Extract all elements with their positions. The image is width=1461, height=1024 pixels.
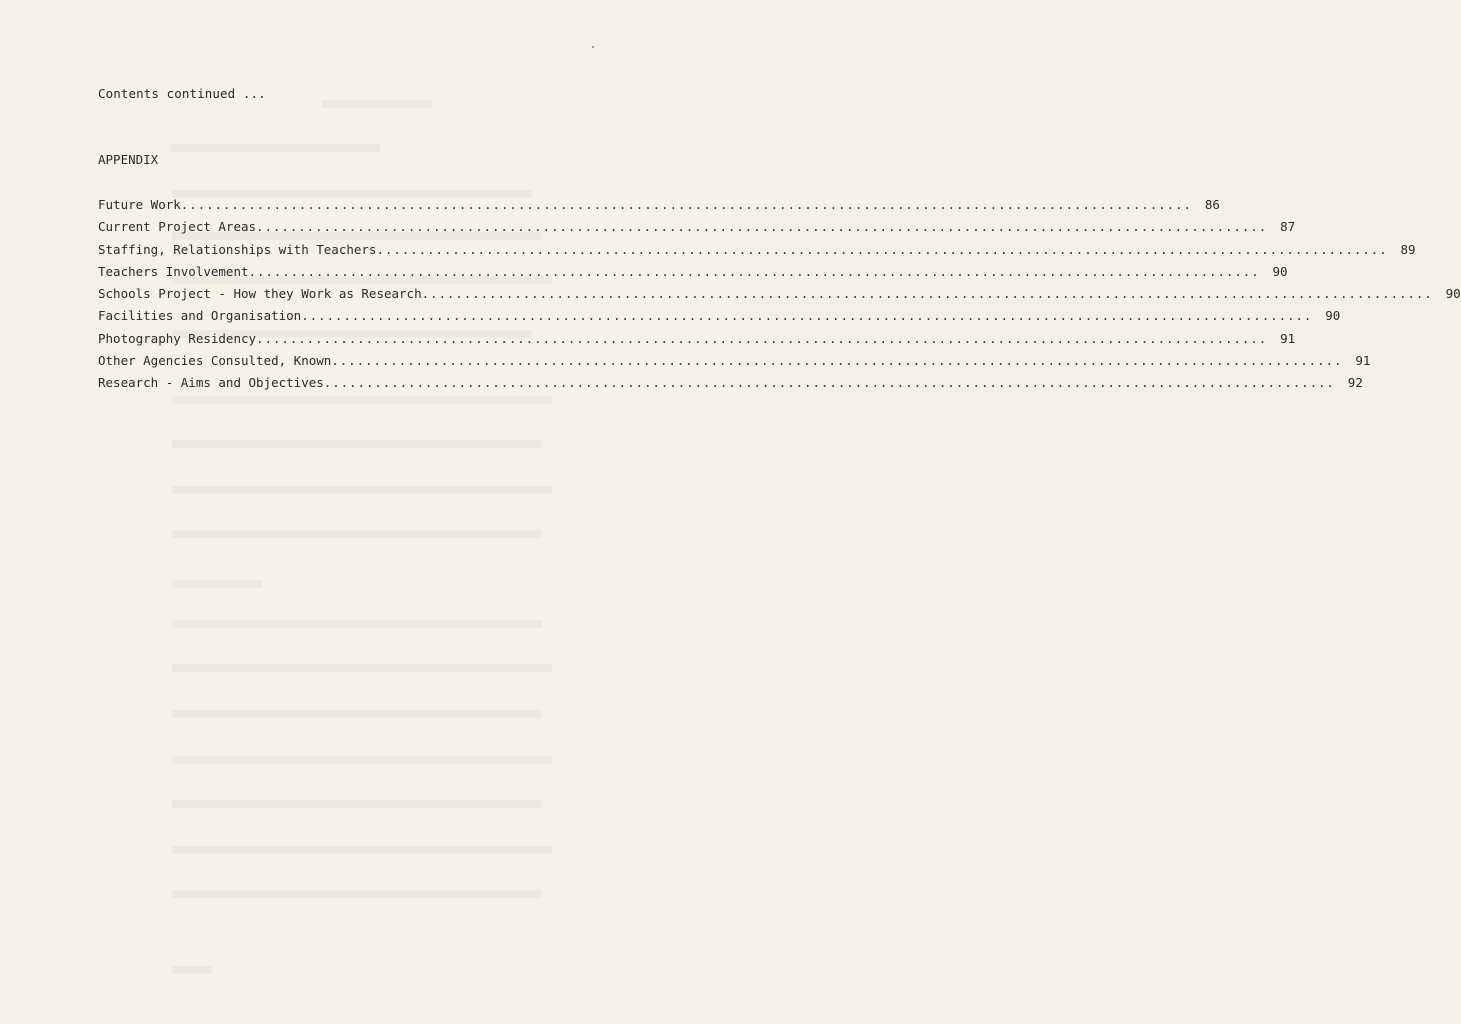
toc-entry bbox=[98, 375, 1363, 397]
dot-leader: ........................................................................................................................ bbox=[248, 263, 1260, 279]
toc-entry-page: 90 bbox=[1445, 286, 1461, 302]
toc-entry bbox=[98, 241, 1416, 264]
toc-entry bbox=[98, 197, 1220, 219]
toc-entry-page: 86 bbox=[1204, 197, 1220, 212]
dot-leader: ........................................................................................................................ bbox=[301, 308, 1313, 324]
toc-entry-page: 91 bbox=[1280, 330, 1296, 346]
appendix-heading: APPENDIX bbox=[98, 152, 159, 167]
toc-entry-title: Staffing, Relationships with Teachers bbox=[98, 241, 377, 257]
toc-entry-title: Research - Aims and Objectives bbox=[98, 375, 324, 391]
toc-entry bbox=[98, 286, 1461, 308]
toc-entry-title: Schools Project - How they Work as Research bbox=[98, 286, 422, 302]
table-of-contents bbox=[98, 197, 1461, 398]
toc-entry-page: 90 bbox=[1325, 308, 1341, 324]
toc-entry-title: Other Agencies Consulted, Known bbox=[98, 353, 332, 369]
dot-leader: ........................................................................................................................ bbox=[323, 375, 1335, 391]
toc-entry bbox=[98, 330, 1296, 353]
dot-leader: ........................................................................................................................ bbox=[256, 330, 1268, 346]
toc-entry-title: Future Work bbox=[98, 197, 181, 212]
toc-entry-page: 92 bbox=[1347, 375, 1363, 391]
dot-leader: ........................................................................................................................ bbox=[376, 241, 1388, 257]
dot-leader: ........................................................................................................................ bbox=[331, 353, 1343, 369]
toc-entry bbox=[98, 219, 1296, 241]
toc-entry-title: Current Project Areas bbox=[98, 219, 257, 235]
dot-leader: ........................................................................................................................ bbox=[256, 219, 1268, 235]
paper-speck bbox=[592, 46, 594, 48]
toc-entry-title: Facilities and Organisation bbox=[98, 308, 302, 324]
toc-entry-title: Teachers Involvement bbox=[98, 263, 249, 279]
dot-leader: ........................................................................................................................ bbox=[421, 286, 1433, 302]
toc-entry bbox=[98, 263, 1288, 286]
toc-entry-page: 87 bbox=[1280, 219, 1296, 235]
toc-entry bbox=[98, 353, 1371, 375]
toc-entry-page: 89 bbox=[1400, 241, 1416, 257]
toc-entry-title: Photography Residency bbox=[98, 330, 257, 346]
toc-entry-page: 90 bbox=[1272, 263, 1288, 279]
dot-leader: ........................................................................................................................ bbox=[180, 197, 1192, 212]
contents-continued-heading: Contents continued ... bbox=[98, 86, 266, 101]
toc-entry-page: 91 bbox=[1355, 353, 1371, 369]
toc-entry bbox=[98, 308, 1341, 330]
